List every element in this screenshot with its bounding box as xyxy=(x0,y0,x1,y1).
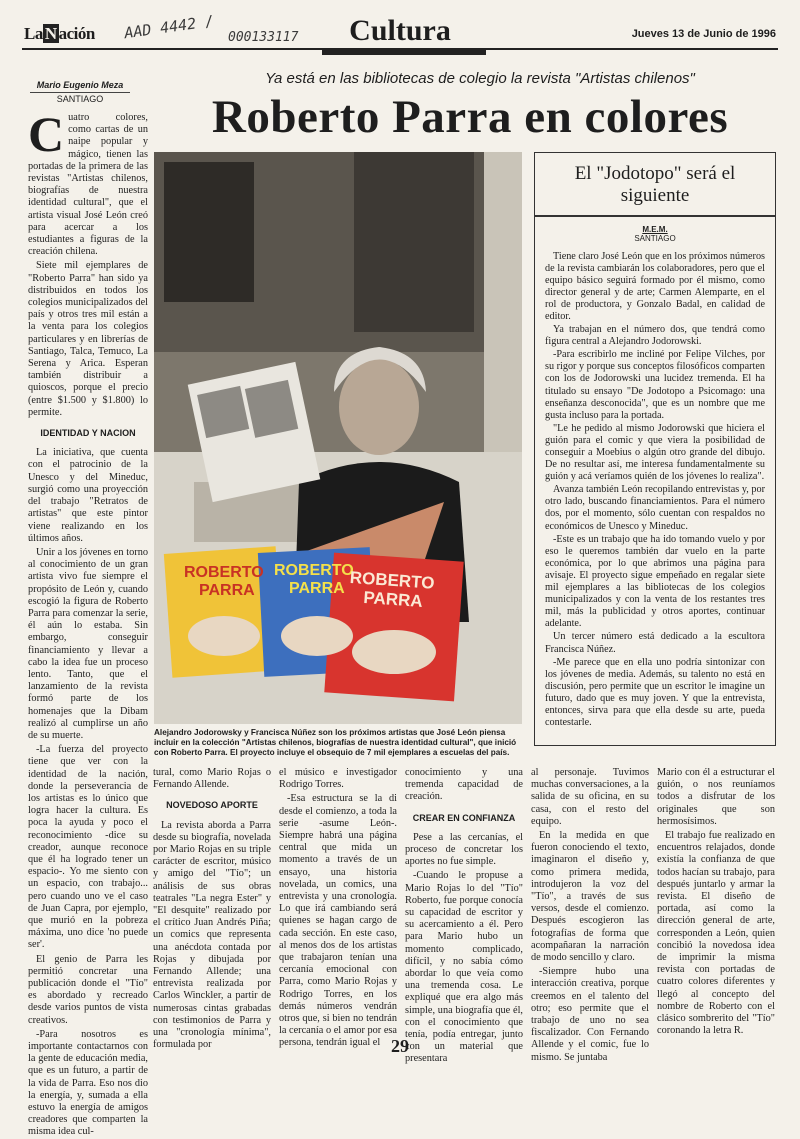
sidebar-author: M.E.M. xyxy=(642,224,668,234)
paragraph: Tiene claro José León que en los próximos números de la revista cambiarán los colaboradores, pero que el equipo básico seguirá formado por él mismo, como director general y de arte; Carmen Alemparte, en el rol de productora, y Gonzalo Badal, en calidad de editor. xyxy=(545,250,765,322)
article-column-4 xyxy=(405,767,523,1065)
paragraph: conocimiento y una tremenda capacidad de creación. xyxy=(405,767,523,803)
paragraph: -Para nosotros es importante contactarnos con la gente de educación media, que es un futuro, a partir de la vida de Parra. Eso nos dio la energía, y, sumada a ella estuvo la energía de amigos creadores que comparten la misma idea cul- xyxy=(28,1028,148,1138)
paragraph: Ya trabajan en el número dos, que tendrá como figura central a Alejandro Jodorowski. xyxy=(545,324,765,348)
paragraph: el músico e investigador Rodrigo Torres. xyxy=(279,767,397,791)
paragraph: La iniciativa, que cuenta con el patrocinio de la Unesco y del Mineduc, surgió como una proyección del trabajo "Retratos de artistas" que este pintor viene realizando en los últimos años. xyxy=(28,447,148,544)
cover-title-1: ROBERTO xyxy=(184,564,264,581)
author-name: Mario Eugenio Meza xyxy=(36,80,124,90)
sidebar-box xyxy=(534,152,776,746)
cover-title-1: ROBERTO xyxy=(349,567,436,593)
paragraph: -La fuerza del proyecto tiene que ver con la identidad de la nación, donde la perseverancia de los artistas es lo único que logra hacer la cultura. Es poca la ayuda y poco el reconocimiento -dice su creador, aunque reconoce que él ha logrado tener un espacio-. Yo me siento con un espacio, con trabajo... pero cuando uno ve el caso de Juan Capra, por ejemplo, que murió en la pobreza máxima, uno dice 'no puede ser'. xyxy=(28,744,148,951)
paragraph: La revista aborda a Parra desde su biografía, novelada por Mario Rojas en su triple carácter de escritor, músico y amigo del "Tío"; un análisis de sus obras teatrales "La negra Ester" y "El desquite" realizado por el crítico Juan Andrés Piña; un comics que representa una anécdota contada por Rojas y dibujada por Fernando Allende; una entrevista realizada por Carlos Winckler, a partir de numerosas cintas grabadas con testimonios de Parra y una "cronología mínima", formulada por xyxy=(153,819,271,1051)
paragraph: uatro colores, como cartas de un naipe popular y mágico, tienen las portadas de la primera de las revistas "Artistas chilenos, biografías de nuestra identidad cultural", que el artista visual José León creó para acercar a los estudiantes a figuras de la creación chilena. xyxy=(28,112,148,258)
paragraph: -Cuando le propuse a Mario Rojas lo del "Tío" Roberto, fue porque conocía su capacidad de escritor y su acercamiento a él. Pero para Mario hubo un momento complicado, difícil, y no sabía cómo abordar lo que veía como una tremenda cosa. Le expliqué que era algo más simple, una biografía que él, con el conocimiento que tenía, podía entregar, junto con un material que presentara xyxy=(405,870,523,1065)
photo-illustration xyxy=(154,152,522,724)
sidebar-byline xyxy=(545,225,765,243)
paragraph: Un tercer número está dedicado a la escultora Francisca Núñez. xyxy=(545,631,765,655)
paragraph: -Para escribirlo me incliné por Felipe Vilches, por su rigor y porque sus conceptos filosóficos comparten con los de Jodorowski una lucidez tremenda. El ha titulado su ensayo "De Jodotopo a Psicomago: una enseñanza desconocida", que es un nombre que me gusta incluso para la portada. xyxy=(545,349,765,421)
sidebar-title: El "Jodotopo" será el siguiente xyxy=(574,163,736,206)
subheading: IDENTIDAD Y NACION xyxy=(40,428,136,439)
paragraph: -Este es un trabajo que ha ido tomando vuelo y por eso le queremos también dar vuelo en la parte económica, por lo que abrimos una página para avisaje. El proyecto sigue empeñado en regalar siete mil ejemplares a las bibliotecas de los colegios municipalizados y con la venta de los restantes tres mil, más la publicidad y otros aportes, continuar adelante. xyxy=(545,533,765,630)
paragraph: al personaje. Tuvimos muchas conversaciones, a la salida de su oficina, en su casa, con el resto del equipo. xyxy=(531,767,649,827)
paragraph: Avanza también León recopilando entrevistas y, por otro lado, buscando financiamientos. Para el número dos, por el momento, sólo cuentan con respaldos no económicos de Unesco y Mineduc. xyxy=(545,484,765,532)
article-kicker: Ya está en las bibliotecas de colegio la revista "Artistas chilenos" xyxy=(265,70,695,87)
paragraph: Mario con él a estructurar el guión, o nos reuníamos todos a disfrutar de los originales que son hermosísimos. xyxy=(657,767,775,827)
handwritten-annotation: AAD 4442 / xyxy=(123,11,216,43)
paragraph: -Siempre hubo una interacción creativa, porque creemos en el talento del otro; eso permite que el trabajo de uno no sea fiscalizador. Con Fernando Allende y el comic, fue lo mismo. Se juntaba xyxy=(531,966,649,1063)
newspaper-logo: La N ación xyxy=(24,24,95,43)
paragraph: Siete mil ejemplares de "Roberto Parra" han sido ya distribuidos en todos los colegios municipalizados del país y otros tres mil están a la venta para los colegios particulares y en librerías de Santiago, Talca, Temuco, La Serena y Arica. Esperan también distribuir a quioscos, porque el precio (entre $1.500 y $1.800) lo permite. xyxy=(28,260,148,418)
paragraph: tural, como Mario Rojas o Fernando Allende. xyxy=(153,767,271,791)
sidebar-place: SANTIAGO xyxy=(634,233,676,243)
article-column-5 xyxy=(531,767,649,1063)
photo-caption: Alejandro Jodorowsky y Francisca Núñez son los próximos artistas que José León piensa incluir en la colección "Artistas chilenos, biografías de nuestra identidad cultural", que inició con Roberto Parra. El proyecto incluye el obsequio de 7 mil ejemplares a escuelas del país. xyxy=(154,728,517,757)
article-column-3 xyxy=(279,767,397,1049)
cover-title-2: PARRA xyxy=(199,582,255,599)
article-column-2 xyxy=(153,767,271,1051)
article-column-1 xyxy=(28,106,148,1138)
article-column-6 xyxy=(657,767,775,1035)
article-byline xyxy=(30,80,130,104)
article-photo xyxy=(154,152,522,724)
handwritten-number: 000133117 xyxy=(228,30,299,45)
section-title: Cultura xyxy=(349,14,451,47)
paragraph: -Esa estructura se la di desde el comienzo, a toda la serie -asume León-. Siempre habrá una página central que mida un momento a través de un ensayo, una historia novelada, un comics, una entrevista y una cronología. Lo que irá cambiando será quienes se hagan cargo de cada sección. En este caso, al menos dos de los artistas que trabajaron tenían una cercanía emocional con Parra, como Mario Rojas y Rodrigo Torres, en los demás números vendrán otros que, si bien no tendrán la cercanía o el amor por esa persona, tendrán igual el xyxy=(279,793,397,1049)
cover-title-1: ROBERTO xyxy=(274,562,354,579)
masthead-rule xyxy=(22,48,778,50)
subheading: NOVEDOSO APORTE xyxy=(166,800,258,811)
paragraph: El trabajo fue realizado en encuentros relajados, donde existía la confianza de que todos hacían su trabajo, para después juntarlo y armar la revista. El diseño de portada, así como la dirección general de arte, corresponden a León, quien concibió la novedosa idea de imprimir la misma revista con portadas de cuatro colores diferentes y llegó al concepto del nombre de Roberto con el clásico sombrerito del "Tío" coronando la letra R. xyxy=(657,830,775,1037)
paragraph: El genio de Parra les permitió concretar una publicación donde el "Tío" es abordado y recreado desde varios puntos de vista creativos. xyxy=(28,953,148,1026)
paragraph: En la medida en que fueron conociendo el texto, imaginaron el diseño y, como primera medida, introdujeron la voz del "Tío", a través de sus versos, desde el comienzo. Después escogieron las fotografías de forma que acompañaran la narración de modo sencillo y claro. xyxy=(531,830,649,964)
paragraph: Pese a las cercanías, el proceso de concretar los aportes no fue simple. xyxy=(405,831,523,868)
paragraph: -Me parece que en ella uno podría sintonizar con los jóvenes de media. Además, su talento no está en discusión, pero permite que un escritor le imagine un futuro, dado que es muy joven. Y que la entrevista, entonces, sirva para que ella desde su arte, pueda contestarle. xyxy=(545,656,765,729)
subheading: CREAR EN CONFIANZA xyxy=(412,812,516,823)
cover-title-2: PARRA xyxy=(362,587,424,611)
drop-cap: C xyxy=(28,106,65,162)
paragraph: Unir a los jóvenes en torno al conocimiento de un gran artista vivo fue siempre el propósito de León y, cuando escogió la figura de Roberto Parra para comenzar la serie, él aún lo estaba. Sin embargo, conseguir financiamiento y llevar a cabo la idea fue un proceso lento. Tanto, que el lanzamiento de la revista formó parte de los homenajes que la Dibam realizó al cumplirse un año de su muerte. xyxy=(28,546,148,741)
cover-title-2: PARRA xyxy=(289,580,345,597)
paragraph: "Le he pedido al mismo Jodorowski que hiciera el guión para el comic y que viera la posibilidad de conseguir a Moebius o algún otro grande del dibujo. De no resultar así, me interesa fundamentalmente su guión y acá veríamos quién de los jóvenes lo realiza". xyxy=(545,422,765,483)
sidebar-rule xyxy=(535,215,775,217)
page-number: 29 xyxy=(391,1036,409,1056)
author-place: SANTIAGO xyxy=(30,92,130,104)
sidebar-text xyxy=(545,251,765,730)
issue-date: Jueves 13 de Junio de 1996 xyxy=(631,28,776,40)
article-headline: Roberto Parra en colores xyxy=(211,91,729,143)
